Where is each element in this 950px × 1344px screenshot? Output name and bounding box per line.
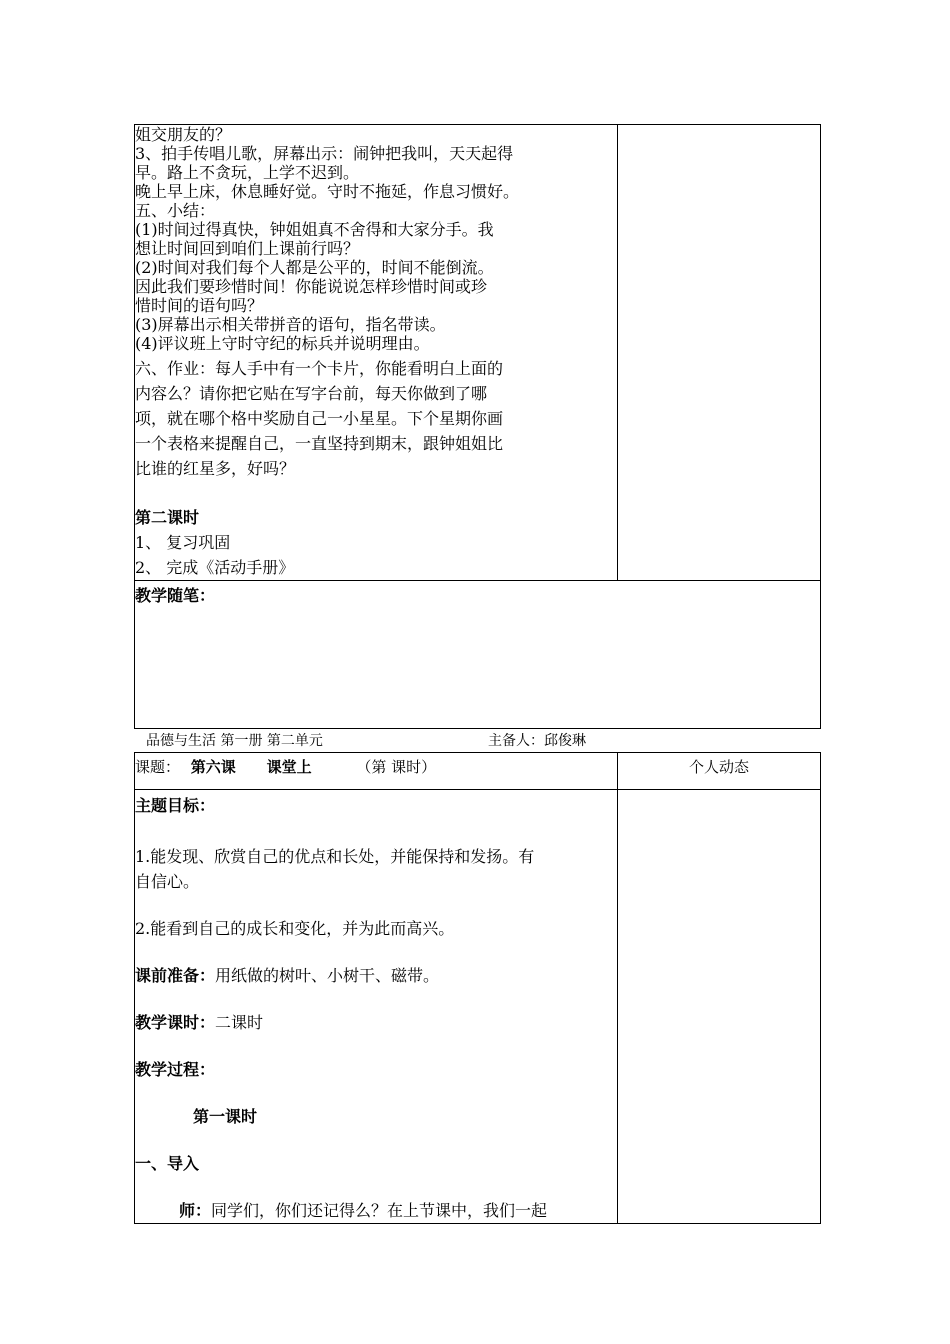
lesson-name: 课堂上 [266, 758, 312, 776]
second-period-item: 1、 复习巩固 [135, 533, 231, 552]
lesson-number: 第六课 [190, 758, 236, 776]
lesson-title-prefix: 课题： [135, 758, 181, 776]
lesson-continuation-table [134, 124, 821, 729]
text-line: (3)屏幕出示相关带拼音的语句，指名带读。 [135, 315, 446, 334]
process-label: 教学过程： [135, 1060, 216, 1079]
lesson-content-cell [135, 125, 618, 581]
homework-line: 比谁的红星多，好吗？ [135, 459, 296, 478]
text-line: (2)时间对我们每个人都是公平的，时间不能倒流。 [135, 258, 494, 277]
lesson-title-cell [135, 753, 618, 790]
personal-notes-cell [618, 125, 821, 581]
teaching-notes-label: 教学随笔： [135, 586, 216, 605]
prep-label: 课前准备： [135, 966, 216, 985]
teacher-label: 师： [179, 1201, 212, 1220]
personal-dynamics-cell [618, 790, 821, 1224]
text-line: 早。路上不贪玩，上学不迟到。 [135, 163, 360, 182]
text-line: 3、拍手传唱儿歌，屏幕出示：闹钟把我叫，天天起得 [135, 144, 514, 163]
subject-caption: 品德与生活 第一册 第二单元 [146, 733, 323, 749]
teacher-text: 同学们，你们还记得么？在上节课中，我们一起 [211, 1201, 548, 1220]
text-line: 惜时间的语句吗？ [135, 296, 264, 315]
second-period-item: 2、 完成《活动手册》 [135, 558, 295, 577]
teaching-notes-cell [135, 581, 821, 729]
goal-1-line-2: 自信心。 [135, 872, 200, 891]
goal-2: 2.能看到自己的成长和变化，并为此而高兴。 [135, 919, 455, 938]
homework-line: 六、作业：每人手中有一个卡片，你能看明白上面的 [135, 359, 504, 378]
hours-label: 教学课时： [135, 1013, 216, 1032]
side-header-cell [618, 753, 821, 790]
intro-heading: 一、导入 [135, 1154, 200, 1173]
goal-1-line-1: 1.能发现、欣赏自己的优点和长处，并能保持和发扬。有 [135, 847, 535, 866]
second-period-title: 第二课时 [135, 508, 200, 527]
text-line: 姐交朋友的？ [135, 125, 232, 144]
text-line: 晚上早上床，休息睡好觉。守时不拖延，作息习惯好。 [135, 182, 520, 201]
summary-heading: 五、小结： [135, 201, 216, 220]
author-caption: 主备人：邱俊琳 [488, 733, 586, 749]
lesson-body-cell [135, 790, 618, 1224]
text-line: (1)时间过得真快，钟姐姐真不舍得和大家分手。我 [135, 220, 494, 239]
homework-line: 内容么？请你把它贴在写字台前，每天你做到了哪 [135, 384, 488, 403]
personal-dynamics-header: 个人动态 [688, 758, 749, 776]
homework-line: 一个表格来提醒自己，一直坚持到期末，跟钟姐姐比 [135, 434, 504, 453]
text-line: 想让时间回到咱们上课前行吗？ [135, 239, 360, 258]
hours-text: 二课时 [215, 1013, 264, 1032]
first-period-title: 第一课时 [193, 1107, 258, 1126]
lesson-plan-table [134, 752, 821, 1224]
goals-label: 主题目标： [135, 796, 216, 815]
text-line: (4)评议班上守时守纪的标兵并说明理由。 [135, 334, 430, 353]
homework-line: 项，就在哪个格中奖励自己一小星星。下个星期你画 [135, 409, 504, 428]
text-line: 因此我们要珍惜时间！你能说说怎样珍惜时间或珍 [135, 277, 488, 296]
period-label: （第 课时） [356, 758, 437, 776]
prep-text: 用纸做的树叶、小树干、磁带。 [215, 966, 440, 985]
